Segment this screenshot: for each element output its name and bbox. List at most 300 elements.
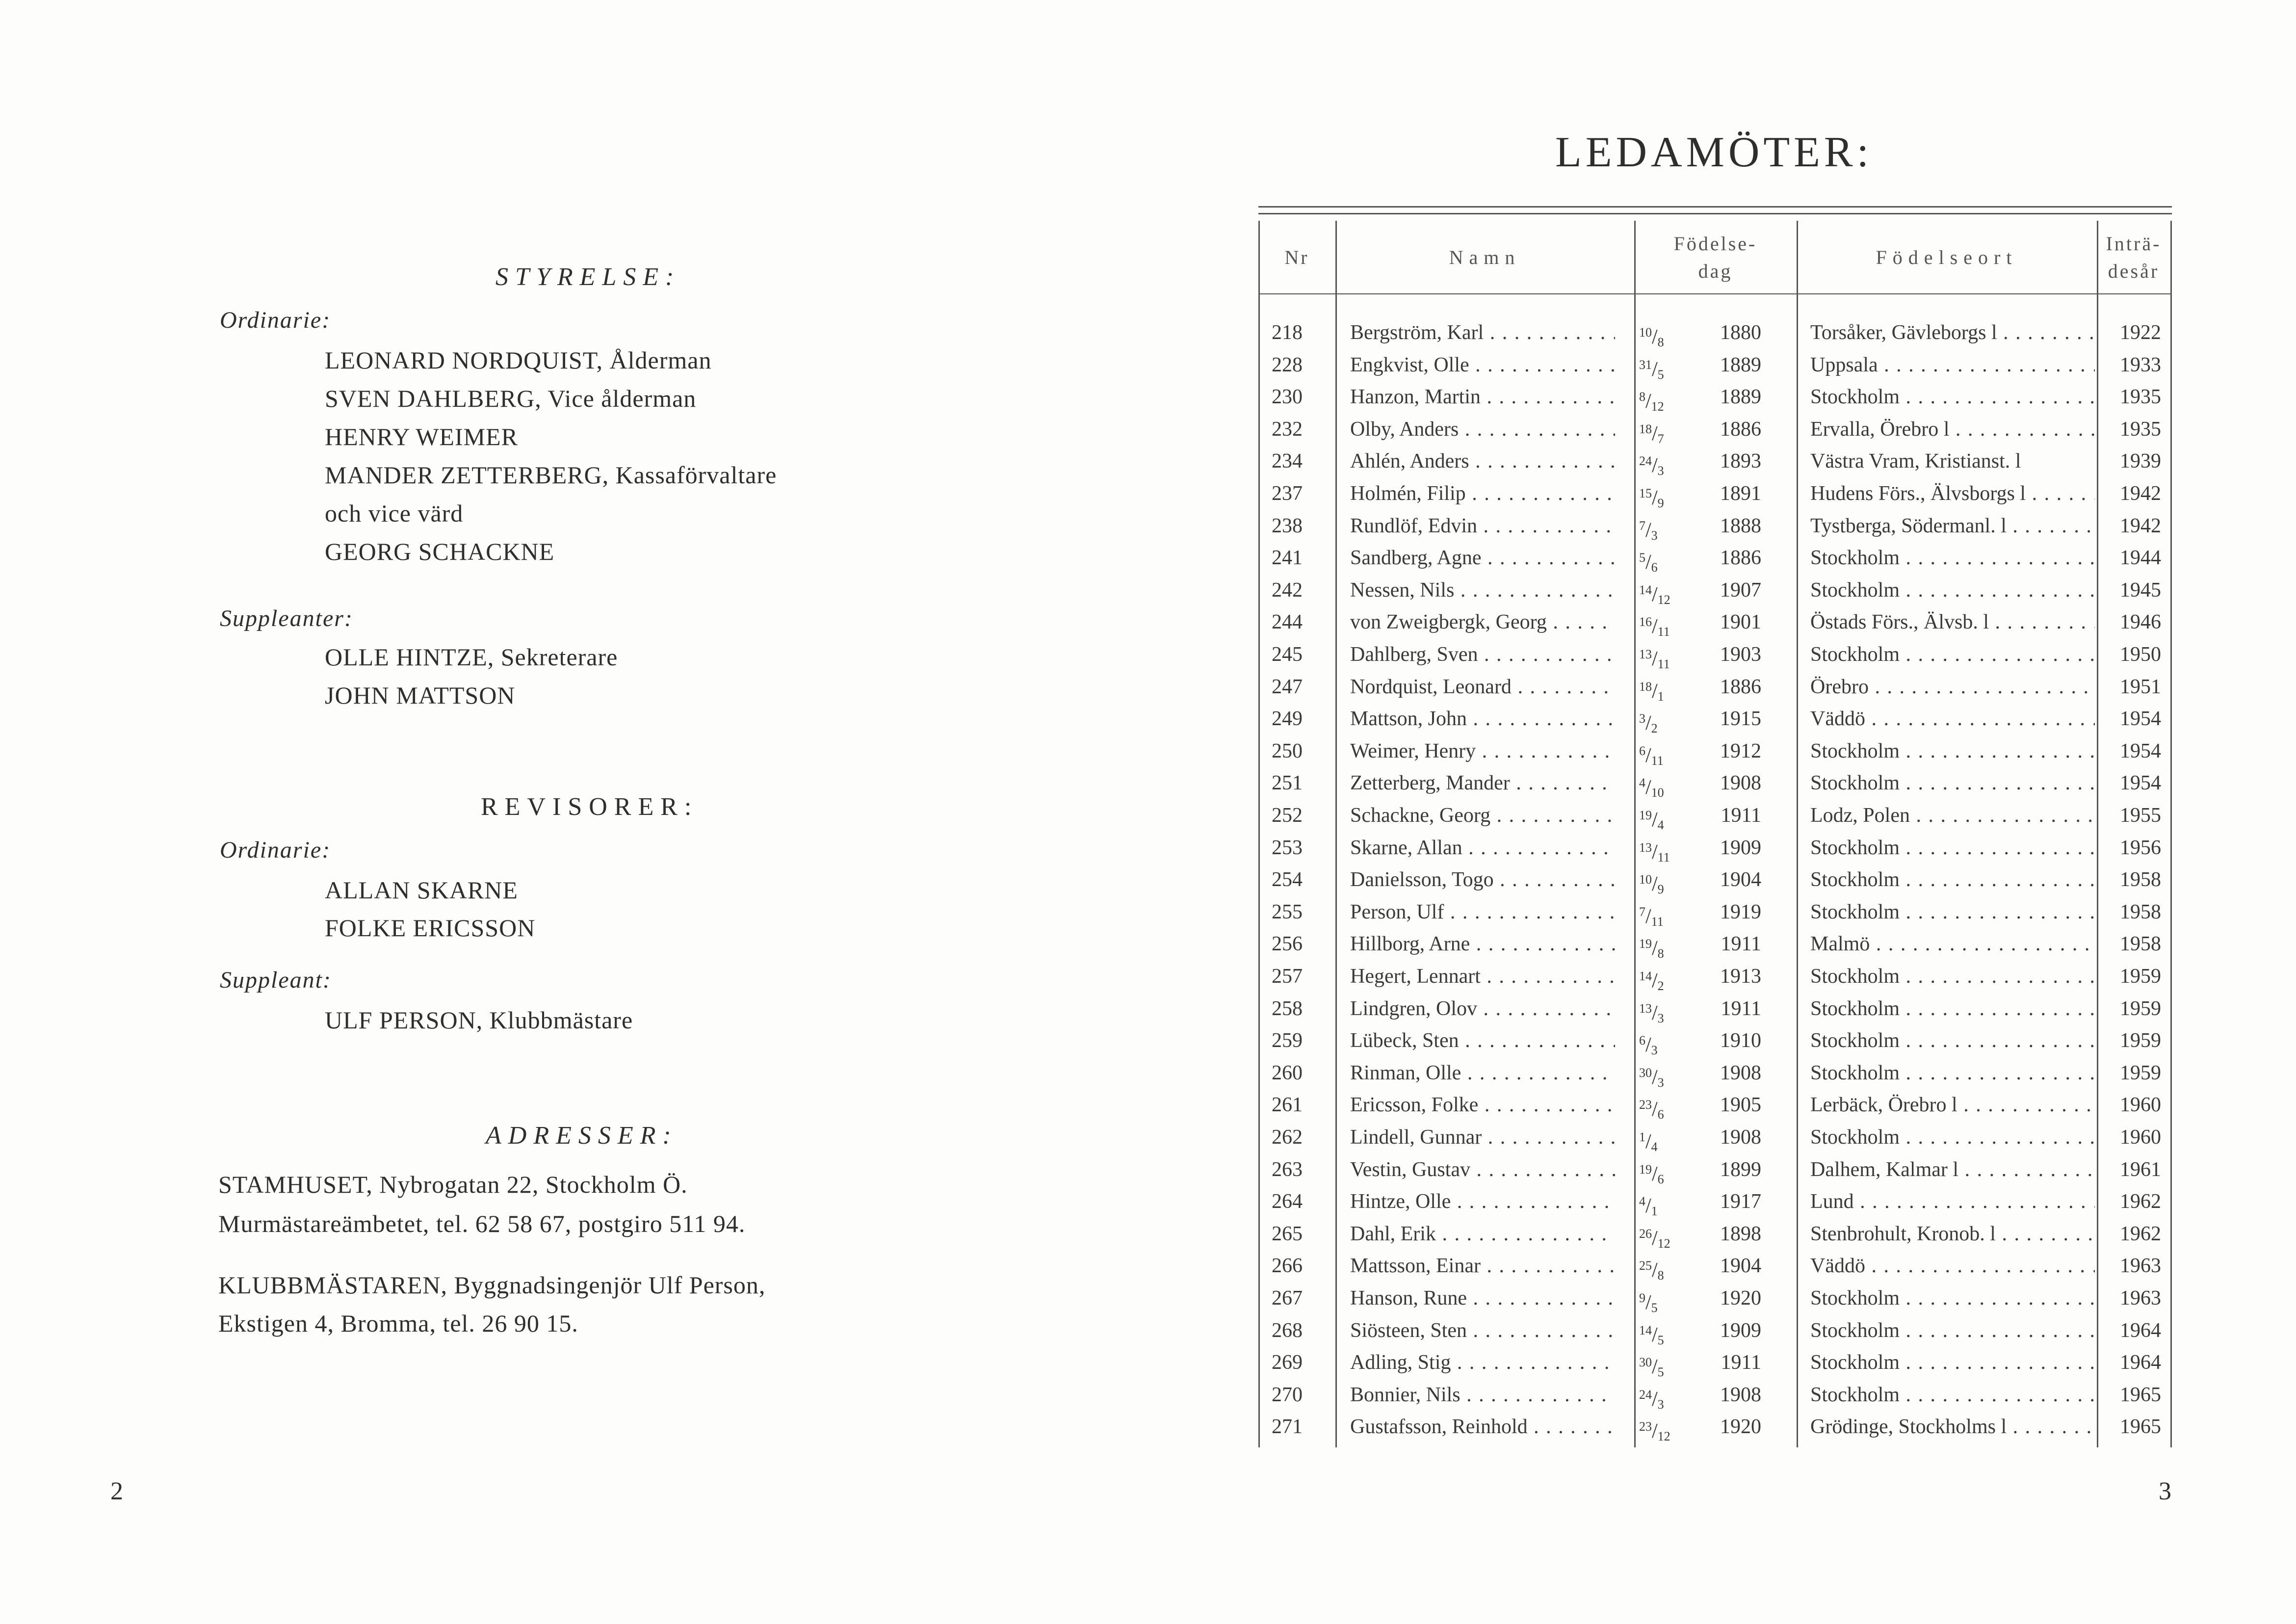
member-nr: 237 bbox=[1272, 482, 1303, 505]
member-joined-year: 1942 bbox=[2120, 482, 2161, 505]
table-row bbox=[1258, 1379, 2172, 1411]
member-joined-year: 1946 bbox=[2120, 611, 2161, 634]
birth-month-number: 12 bbox=[1657, 1236, 1670, 1251]
birth-month-number: 5 bbox=[1651, 1301, 1658, 1315]
table-row bbox=[1258, 928, 2172, 960]
revisorer-heading: REVISORER: bbox=[481, 793, 699, 821]
member-birthplace: Stockholm . . . bbox=[1810, 542, 2095, 574]
birth-day-number: 19 bbox=[1639, 937, 1652, 951]
member-birth-year: 1909 bbox=[1720, 836, 1761, 859]
fraction-slash: / bbox=[1652, 583, 1658, 606]
page-number-left: 2 bbox=[110, 1477, 123, 1505]
birth-day-number: 15 bbox=[1639, 486, 1652, 500]
fraction-slash: / bbox=[1652, 648, 1658, 670]
fraction-slash: / bbox=[1652, 454, 1658, 477]
member-joined-year: 1965 bbox=[2120, 1383, 2161, 1406]
birth-month-number: 5 bbox=[1657, 367, 1664, 382]
birth-month-number: 3 bbox=[1657, 1397, 1664, 1412]
member-birth-year: 1917 bbox=[1720, 1190, 1761, 1213]
table-row bbox=[1258, 864, 2172, 896]
member-joined-year: 1958 bbox=[2120, 900, 2161, 923]
birth-day-number: 10 bbox=[1639, 872, 1652, 887]
table-row bbox=[1258, 606, 2172, 638]
member-nr: 256 bbox=[1272, 933, 1303, 956]
member-birth-year: 1886 bbox=[1720, 418, 1761, 441]
table-row bbox=[1258, 767, 2172, 799]
member-birth-year: 1893 bbox=[1720, 450, 1761, 473]
member-name: Gustafsson, Reinhold . . . bbox=[1350, 1411, 1615, 1443]
birth-month-number: 3 bbox=[1651, 528, 1658, 543]
table-row bbox=[1258, 1153, 2172, 1186]
member-birthplace: Dalhem, Kalmar l . . . bbox=[1810, 1153, 2095, 1186]
member-name: Mattsson, Einar . . . bbox=[1350, 1250, 1615, 1282]
member-nr: 258 bbox=[1272, 997, 1303, 1020]
member-nr: 271 bbox=[1272, 1415, 1303, 1439]
member-birth-year: 1889 bbox=[1720, 353, 1761, 376]
table-row bbox=[1258, 1282, 2172, 1314]
address-line: STAMHUSET, Nybrogatan 22, Stockholm Ö. bbox=[218, 1171, 688, 1198]
birth-month-number: 10 bbox=[1651, 786, 1664, 800]
member-birthplace: Östads Förs., Älvsb. l . . . bbox=[1810, 606, 2095, 638]
table-row bbox=[1258, 574, 2172, 606]
member-nr: 234 bbox=[1272, 450, 1303, 473]
ledamoter-title: LEDAMÖTER: bbox=[1555, 129, 1873, 176]
styrelse-member: SVEN DAHLBERG, Vice ålderman bbox=[325, 385, 697, 412]
table-row bbox=[1258, 1057, 2172, 1089]
revisor: ALLAN SKARNE bbox=[325, 876, 518, 904]
fraction-slash: / bbox=[1652, 1162, 1658, 1185]
birth-month-number: 8 bbox=[1657, 1268, 1664, 1283]
member-joined-year: 1963 bbox=[2120, 1255, 2161, 1278]
col-header-intradesar bbox=[2097, 226, 2170, 289]
table-top-rule bbox=[1258, 206, 2172, 208]
member-birth-year: 1920 bbox=[1720, 1287, 1761, 1310]
styrelse-member: LEONARD NORDQUIST, Ålderman bbox=[325, 346, 712, 374]
fraction-slash: / bbox=[1645, 776, 1651, 799]
member-birthplace: Hudens Förs., Älvsborgs l . . . bbox=[1810, 477, 2095, 510]
birth-day-number: 8 bbox=[1639, 390, 1645, 404]
styrelse-suppleant: JOHN MATTSON bbox=[325, 681, 516, 709]
birth-month-number: 6 bbox=[1651, 560, 1658, 575]
col-header-intradesar-line1: Inträ- bbox=[2106, 233, 2162, 255]
member-joined-year: 1959 bbox=[2120, 1029, 2161, 1052]
member-name: Hintze, Olle . . . bbox=[1350, 1185, 1615, 1218]
col-header-fodelseort: Födelseort bbox=[1876, 246, 2018, 268]
member-joined-year: 1962 bbox=[2120, 1222, 2161, 1245]
styrelse-suppleanter-label: Suppleanter: bbox=[220, 605, 353, 631]
member-name: Hillborg, Arne . . . bbox=[1350, 928, 1615, 960]
member-name: Weimer, Henry . . . bbox=[1350, 735, 1615, 767]
member-birth-year: 1908 bbox=[1720, 1383, 1761, 1406]
fraction-slash: / bbox=[1652, 615, 1658, 638]
member-name: Mattson, John . . . bbox=[1350, 703, 1615, 735]
fraction-slash: / bbox=[1645, 551, 1651, 574]
member-birthplace: Västra Vram, Kristianst. l bbox=[1810, 450, 2021, 473]
birth-month-number: 7 bbox=[1657, 431, 1664, 446]
fraction-slash: / bbox=[1645, 1034, 1651, 1057]
member-nr: 238 bbox=[1272, 514, 1303, 537]
member-birthplace: Stockholm . . . bbox=[1810, 1057, 2095, 1089]
member-birth-year: 1903 bbox=[1720, 643, 1761, 666]
birth-day-number: 4 bbox=[1639, 1194, 1645, 1209]
member-name: Olby, Anders . . . bbox=[1350, 413, 1615, 445]
fraction-slash: / bbox=[1652, 1323, 1658, 1346]
member-birth-day bbox=[1639, 1411, 1698, 1453]
member-name: Sandberg, Agne . . . bbox=[1350, 542, 1615, 574]
table-row bbox=[1258, 799, 2172, 832]
member-name: Hanzon, Martin . . . bbox=[1350, 381, 1615, 413]
table-row bbox=[1258, 1346, 2172, 1379]
member-birthplace: Stockholm . . . bbox=[1810, 993, 2095, 1025]
table-row bbox=[1258, 316, 2172, 349]
birth-day-number: 23 bbox=[1639, 1419, 1652, 1434]
member-nr: 264 bbox=[1272, 1190, 1303, 1213]
member-joined-year: 1954 bbox=[2120, 739, 2161, 762]
member-birth-year: 1901 bbox=[1720, 611, 1761, 634]
birth-day-number: 24 bbox=[1639, 454, 1652, 469]
member-birthplace: Stockholm . . . bbox=[1810, 381, 2095, 413]
member-nr: 242 bbox=[1272, 578, 1303, 602]
member-nr: 267 bbox=[1272, 1287, 1303, 1310]
member-joined-year: 1960 bbox=[2120, 1094, 2161, 1117]
fraction-slash: / bbox=[1645, 1291, 1651, 1314]
styrelse-suppleant: OLLE HINTZE, Sekreterare bbox=[325, 643, 618, 671]
member-name: Adling, Stig . . . bbox=[1350, 1346, 1615, 1379]
table-row bbox=[1258, 413, 2172, 445]
member-birthplace: Stockholm . . . bbox=[1810, 574, 2095, 606]
member-name: Rinman, Olle . . . bbox=[1350, 1057, 1615, 1089]
table-row bbox=[1258, 896, 2172, 928]
table-row bbox=[1258, 349, 2172, 381]
member-birth-year: 1911 bbox=[1721, 804, 1761, 827]
member-joined-year: 1963 bbox=[2120, 1287, 2161, 1310]
table-row bbox=[1258, 1411, 2172, 1443]
member-birth-year: 1899 bbox=[1720, 1158, 1761, 1181]
member-nr: 260 bbox=[1272, 1061, 1303, 1084]
address-line: Murmästareämbetet, tel. 62 58 67, postgiro 511 94. bbox=[218, 1210, 746, 1237]
member-birthplace: Stockholm . . . bbox=[1810, 1121, 2095, 1153]
member-birth-year: 1886 bbox=[1720, 547, 1761, 570]
member-birthplace: Stockholm . . . bbox=[1810, 638, 2095, 671]
fraction-slash: / bbox=[1645, 744, 1651, 767]
member-nr: 245 bbox=[1272, 643, 1303, 666]
member-nr: 247 bbox=[1272, 675, 1303, 698]
member-birthplace: Stockholm . . . bbox=[1810, 767, 2095, 799]
table-row bbox=[1258, 510, 2172, 542]
member-birth-year: 1908 bbox=[1720, 772, 1761, 795]
fraction-slash: / bbox=[1645, 1130, 1651, 1153]
member-name: Holmén, Filip . . . bbox=[1350, 477, 1615, 510]
fraction-slash: / bbox=[1652, 1227, 1658, 1250]
birth-month-number: 8 bbox=[1657, 946, 1664, 961]
member-birth-year: 1898 bbox=[1720, 1222, 1761, 1245]
member-birthplace: Stockholm . . . bbox=[1810, 864, 2095, 896]
member-nr: 228 bbox=[1272, 353, 1303, 376]
member-nr: 251 bbox=[1272, 772, 1303, 795]
fraction-slash: / bbox=[1652, 1420, 1658, 1443]
table-row bbox=[1258, 1218, 2172, 1250]
fraction-slash: / bbox=[1645, 1195, 1651, 1218]
fraction-slash: / bbox=[1652, 969, 1658, 992]
member-joined-year: 1954 bbox=[2120, 707, 2161, 731]
birth-day-number: 3 bbox=[1639, 711, 1645, 726]
table-row bbox=[1258, 1089, 2172, 1121]
birth-day-number: 18 bbox=[1639, 679, 1652, 694]
member-joined-year: 1935 bbox=[2120, 418, 2161, 441]
birth-day-number: 13 bbox=[1639, 840, 1652, 855]
member-table bbox=[1258, 206, 2172, 1447]
member-joined-year: 1958 bbox=[2120, 933, 2161, 956]
col-header-intradesar-line2: desår bbox=[2108, 260, 2160, 282]
birth-day-number: 7 bbox=[1639, 904, 1645, 919]
fraction-slash: / bbox=[1645, 390, 1651, 413]
birth-day-number: 23 bbox=[1639, 1098, 1652, 1112]
member-birthplace: Tystberga, Södermanl. l . . . bbox=[1810, 510, 2095, 542]
member-nr: 255 bbox=[1272, 900, 1303, 923]
member-joined-year: 1964 bbox=[2120, 1351, 2161, 1374]
member-nr: 230 bbox=[1272, 386, 1303, 409]
member-nr: 244 bbox=[1272, 611, 1303, 634]
table-row bbox=[1258, 960, 2172, 993]
member-nr: 266 bbox=[1272, 1255, 1303, 1278]
member-joined-year: 1944 bbox=[2120, 547, 2161, 570]
member-nr: 254 bbox=[1272, 868, 1303, 891]
member-name: Lindell, Gunnar . . . bbox=[1350, 1121, 1615, 1153]
member-name: Ahlén, Anders . . . bbox=[1350, 445, 1615, 477]
member-birth-year: 1907 bbox=[1720, 578, 1761, 602]
birth-month-number: 12 bbox=[1651, 399, 1664, 414]
birth-month-number: 1 bbox=[1651, 1204, 1658, 1219]
member-birthplace: Lodz, Polen . . . bbox=[1810, 799, 2095, 832]
member-birth-year: 1888 bbox=[1720, 514, 1761, 537]
member-name: Dahlberg, Sven . . . bbox=[1350, 638, 1615, 671]
member-name: Rundlöf, Edvin . . . bbox=[1350, 510, 1615, 542]
member-name: von Zweigbergk, Georg . . . bbox=[1350, 606, 1615, 638]
member-name: Nordquist, Leonard . . . bbox=[1350, 671, 1615, 703]
member-nr: 268 bbox=[1272, 1319, 1303, 1342]
member-joined-year: 1959 bbox=[2120, 1061, 2161, 1084]
member-birthplace: Malmö . . . bbox=[1810, 928, 2095, 960]
member-name: Bergström, Karl . . . bbox=[1350, 316, 1615, 349]
birth-day-number: 13 bbox=[1639, 1001, 1652, 1016]
col-header-fodelsedag-line1: Födelse- bbox=[1673, 233, 1757, 255]
birth-day-number: 24 bbox=[1639, 1387, 1652, 1402]
member-birthplace: Ervalla, Örebro l . . . bbox=[1810, 413, 2095, 445]
member-birthplace: Stockholm . . . bbox=[1810, 1024, 2095, 1057]
member-birthplace: Stockholm . . . bbox=[1810, 832, 2095, 864]
table-row bbox=[1258, 477, 2172, 510]
member-birthplace: Väddö . . . bbox=[1810, 1250, 2095, 1282]
member-name: Nessen, Nils . . . bbox=[1350, 574, 1615, 606]
birth-day-number: 30 bbox=[1639, 1355, 1652, 1370]
birth-day-number: 13 bbox=[1639, 647, 1652, 661]
birth-day-number: 14 bbox=[1639, 582, 1652, 597]
member-joined-year: 1939 bbox=[2120, 450, 2161, 473]
birth-day-number: 6 bbox=[1639, 1033, 1645, 1048]
col-header-nr: Nr bbox=[1284, 246, 1309, 268]
fraction-slash: / bbox=[1652, 809, 1658, 831]
member-joined-year: 1962 bbox=[2120, 1190, 2161, 1213]
birth-day-number: 5 bbox=[1639, 550, 1645, 565]
styrelse-member: HENRY WEIMER bbox=[325, 423, 518, 450]
birth-month-number: 5 bbox=[1657, 1333, 1664, 1347]
birth-month-number: 2 bbox=[1651, 721, 1658, 736]
birth-day-number: 16 bbox=[1639, 615, 1652, 629]
member-nr: 269 bbox=[1272, 1351, 1303, 1374]
member-name: Schackne, Georg . . . bbox=[1350, 799, 1615, 832]
member-birthplace: Uppsala . . . bbox=[1810, 349, 2095, 381]
member-birth-year: 1919 bbox=[1720, 900, 1761, 923]
table-row bbox=[1258, 832, 2172, 864]
member-birth-year: 1880 bbox=[1720, 321, 1761, 344]
member-birth-year: 1886 bbox=[1720, 675, 1761, 698]
member-birth-year: 1908 bbox=[1720, 1061, 1761, 1084]
member-nr: 249 bbox=[1272, 707, 1303, 731]
birth-day-number: 9 bbox=[1639, 1291, 1645, 1305]
birth-day-number: 1 bbox=[1639, 1130, 1645, 1144]
fraction-slash: / bbox=[1652, 1388, 1658, 1411]
fraction-slash: / bbox=[1652, 680, 1658, 703]
member-joined-year: 1960 bbox=[2120, 1126, 2161, 1149]
member-birthplace: Torsåker, Gävleborgs l . . . bbox=[1810, 316, 2095, 349]
member-birthplace: Väddö . . . bbox=[1810, 703, 2095, 735]
member-joined-year: 1954 bbox=[2120, 772, 2161, 795]
fraction-slash: / bbox=[1645, 519, 1651, 542]
member-name: Lübeck, Sten . . . bbox=[1350, 1024, 1615, 1057]
member-birth-year: 1913 bbox=[1720, 965, 1761, 988]
birth-month-number: 3 bbox=[1657, 1011, 1664, 1025]
fraction-slash: / bbox=[1652, 326, 1658, 348]
member-birth-year: 1912 bbox=[1720, 739, 1761, 762]
member-name: Bonnier, Nils . . . bbox=[1350, 1379, 1615, 1411]
fraction-slash: / bbox=[1652, 840, 1658, 864]
fraction-slash: / bbox=[1652, 1259, 1658, 1282]
member-birth-year: 1908 bbox=[1720, 1126, 1761, 1149]
birth-month-number: 3 bbox=[1657, 1075, 1664, 1090]
col-header-namn: Namn bbox=[1449, 246, 1521, 268]
table-row bbox=[1258, 735, 2172, 767]
member-nr: 250 bbox=[1272, 739, 1303, 762]
birth-day-number: 6 bbox=[1639, 743, 1645, 758]
member-nr: 265 bbox=[1272, 1222, 1303, 1245]
address-line: KLUBBMÄSTAREN, Byggnadsingenjör Ulf Person, bbox=[218, 1271, 766, 1299]
member-birthplace: Stockholm . . . bbox=[1810, 735, 2095, 767]
table-row bbox=[1258, 638, 2172, 671]
member-birthplace: Stockholm . . . bbox=[1810, 1346, 2095, 1379]
birth-month-number: 11 bbox=[1651, 753, 1664, 768]
member-birthplace: Stockholm . . . bbox=[1810, 1379, 2095, 1411]
fraction-slash: / bbox=[1645, 712, 1651, 735]
member-birthplace: Stockholm . . . bbox=[1810, 896, 2095, 928]
table-row bbox=[1258, 703, 2172, 735]
birth-month-number: 11 bbox=[1657, 850, 1670, 864]
col-header-fodelsedag bbox=[1634, 226, 1797, 289]
member-birthplace: Stockholm . . . bbox=[1810, 960, 2095, 993]
fraction-slash: / bbox=[1652, 1066, 1658, 1089]
table-row bbox=[1258, 671, 2172, 703]
member-joined-year: 1935 bbox=[2120, 386, 2161, 409]
member-birthplace: Stenbrohult, Kronob. l . . . bbox=[1810, 1218, 2095, 1250]
table-row bbox=[1258, 381, 2172, 413]
member-birthplace: Örebro . . . bbox=[1810, 671, 2095, 703]
birth-month-number: 9 bbox=[1657, 496, 1664, 510]
member-name: Lindgren, Olov . . . bbox=[1350, 993, 1615, 1025]
member-nr: 261 bbox=[1272, 1094, 1303, 1117]
member-birth-year: 1911 bbox=[1721, 1351, 1761, 1374]
member-nr: 253 bbox=[1272, 836, 1303, 859]
fraction-slash: / bbox=[1652, 873, 1658, 896]
member-joined-year: 1965 bbox=[2120, 1415, 2161, 1439]
member-joined-year: 1951 bbox=[2120, 675, 2161, 698]
birth-day-number: 4 bbox=[1639, 776, 1645, 790]
col-header-fodelsedag-line2: dag bbox=[1698, 260, 1733, 282]
table-row bbox=[1258, 993, 2172, 1025]
member-birth-year: 1911 bbox=[1721, 997, 1761, 1020]
member-nr: 270 bbox=[1272, 1383, 1303, 1406]
birth-day-number: 31 bbox=[1639, 357, 1652, 372]
fraction-slash: / bbox=[1645, 905, 1651, 928]
member-birthplace: Lerbäck, Örebro l . . . bbox=[1810, 1089, 2095, 1121]
member-birth-year: 1915 bbox=[1720, 707, 1761, 731]
table-row bbox=[1258, 1314, 2172, 1347]
member-joined-year: 1959 bbox=[2120, 965, 2161, 988]
member-name: Dahl, Erik . . . bbox=[1350, 1218, 1615, 1250]
birth-day-number: 25 bbox=[1639, 1258, 1652, 1273]
birth-month-number: 4 bbox=[1651, 1140, 1658, 1154]
member-nr: 241 bbox=[1272, 547, 1303, 570]
styrelse-member: GEORG SCHACKNE bbox=[325, 538, 555, 565]
member-joined-year: 1959 bbox=[2120, 997, 2161, 1020]
birth-day-number: 18 bbox=[1639, 421, 1652, 436]
member-nr: 259 bbox=[1272, 1029, 1303, 1052]
styrelse-heading: STYRELSE: bbox=[496, 263, 681, 291]
birth-month-number: 8 bbox=[1657, 335, 1664, 349]
birth-month-number: 3 bbox=[1651, 1043, 1658, 1058]
member-name: Skarne, Allan . . . bbox=[1350, 832, 1615, 864]
member-joined-year: 1922 bbox=[2120, 321, 2161, 344]
address-line: Ekstigen 4, Bromma, tel. 26 90 15. bbox=[218, 1310, 578, 1337]
fraction-slash: / bbox=[1652, 1098, 1658, 1121]
member-nr: 262 bbox=[1272, 1126, 1303, 1149]
birth-day-number: 19 bbox=[1639, 808, 1652, 822]
member-joined-year: 1945 bbox=[2120, 578, 2161, 602]
revisor-suppleant: ULF PERSON, Klubbmästare bbox=[325, 1006, 633, 1034]
birth-day-number: 7 bbox=[1639, 518, 1645, 533]
member-name: Hanson, Rune . . . bbox=[1350, 1282, 1615, 1314]
member-name: Person, Ulf . . . bbox=[1350, 896, 1615, 928]
member-birth-year: 1891 bbox=[1720, 482, 1761, 505]
table-row bbox=[1258, 445, 2172, 477]
fraction-slash: / bbox=[1652, 937, 1658, 960]
revisorer-ordinarie-label: Ordinarie: bbox=[220, 837, 331, 863]
page-number-right: 3 bbox=[2159, 1477, 2171, 1505]
styrelse-member: och vice värd bbox=[325, 499, 464, 527]
table-row bbox=[1258, 1024, 2172, 1057]
member-joined-year: 1964 bbox=[2120, 1319, 2161, 1342]
member-name: Siösteen, Sten . . . bbox=[1350, 1314, 1615, 1347]
member-joined-year: 1956 bbox=[2120, 836, 2161, 859]
birth-month-number: 1 bbox=[1657, 689, 1664, 704]
birth-day-number: 19 bbox=[1639, 1162, 1652, 1177]
table-row bbox=[1258, 1185, 2172, 1218]
member-name: Engkvist, Olle . . . bbox=[1350, 349, 1615, 381]
member-birthplace: Lund . . . bbox=[1810, 1185, 2095, 1218]
revisorer-suppleant-label: Suppleant: bbox=[220, 967, 332, 993]
table-header-rule bbox=[1258, 293, 2172, 294]
table-row bbox=[1258, 542, 2172, 574]
member-birth-year: 1909 bbox=[1720, 1319, 1761, 1342]
birth-month-number: 6 bbox=[1657, 1172, 1664, 1186]
